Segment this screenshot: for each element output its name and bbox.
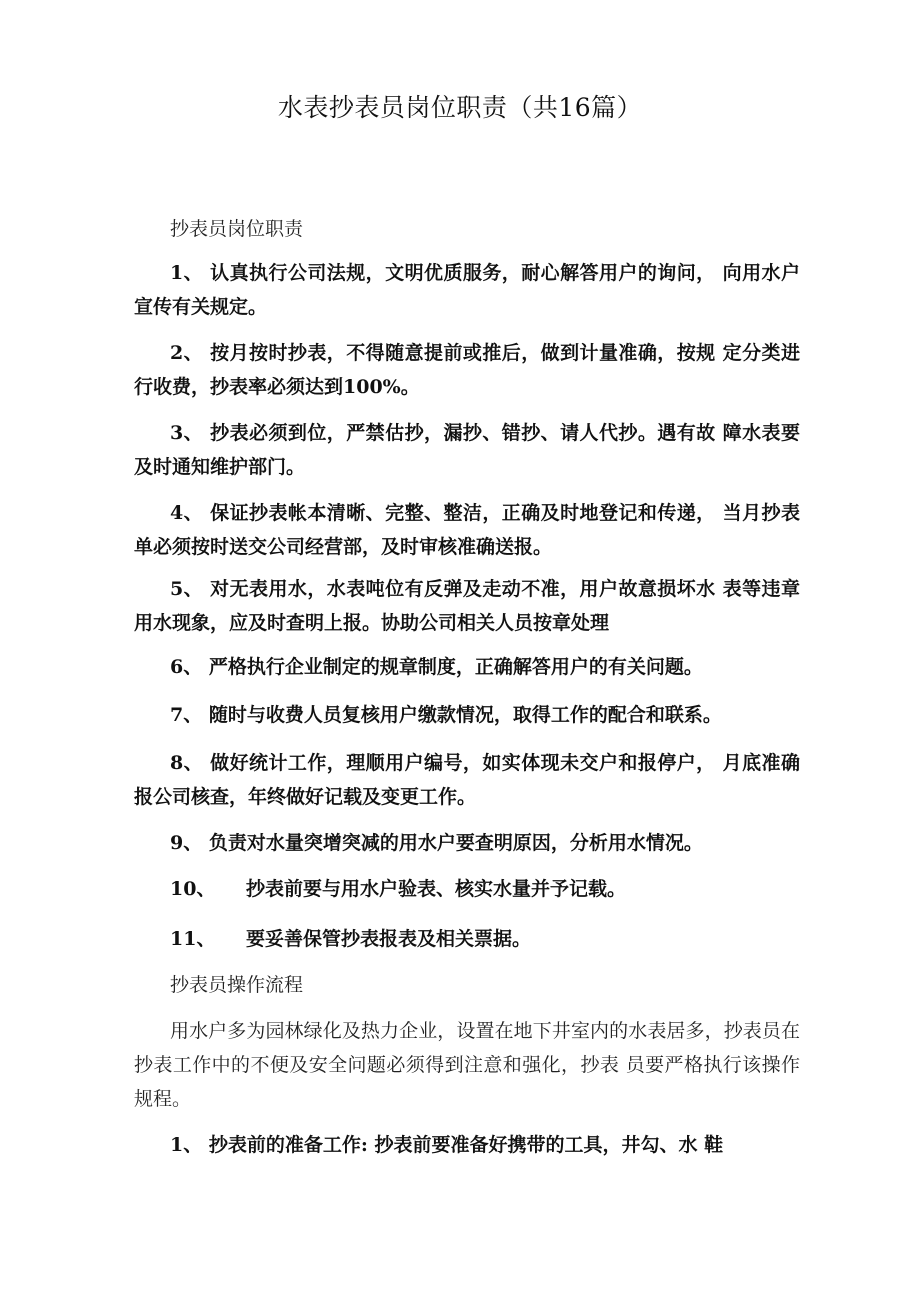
procedure-intro: 用水户多为园林绿化及热力企业，设置在地下井室内的水表居多，抄表员在抄表工作中的不便及安全问题必须得到注意和强化，抄表 员要严格执行该操作规程。	[134, 1020, 800, 1110]
duty-item-8: 8、 做好统计工作，理顺用户编号，如实体现未交户和报停户， 月底准确报公司核查，年终做好记载及变更工作。	[134, 752, 800, 808]
section-heading-procedure: 抄表员操作流程	[170, 974, 304, 996]
duty-item-10-number: 10、	[170, 878, 216, 900]
duty-item-10-text: 抄表前要与用水户验表、核实水量并予记载。	[246, 878, 627, 900]
duty-item-4: 4、 保证抄表帐本清晰、完整、整洁，正确及时地登记和传递， 当月抄表单必须按时送交公司经营部，及时审核准确送报。	[134, 502, 800, 558]
section-heading-duties: 抄表员岗位职责	[170, 218, 304, 240]
procedure-step-1: 1、 抄表前的准备工作: 抄表前要准备好携带的工具，井勾、水 鞋	[170, 1134, 724, 1156]
duty-item-10	[170, 872, 626, 906]
duty-item-11-text: 要妥善保管抄表报表及相关票据。	[246, 928, 532, 950]
duty-item-9: 9、 负责对水量突增突减的用水户要查明原因，分析用水情况。	[170, 832, 703, 854]
duty-item-7: 7、 随时与收费人员复核用户缴款情况，取得工作的配合和联系。	[170, 704, 722, 726]
duty-item-2: 2、 按月按时抄表，不得随意提前或推后，做到计量准确，按规 定分类进行收费，抄表率必须达到100%。	[134, 342, 800, 398]
document-title: 水表抄表员岗位职责（共16篇）	[277, 93, 643, 122]
duty-item-11-number: 11、	[170, 928, 216, 950]
duty-item-6: 6、 严格执行企业制定的规章制度，正确解答用户的有关问题。	[170, 656, 703, 678]
duty-item-5: 5、 对无表用水，水表吨位有反弹及走动不准，用户故意损坏水 表等违章用水现象，应及时查明上报。协助公司相关人员按章处理	[134, 578, 800, 634]
duty-item-1: 1、 认真执行公司法规，文明优质服务，耐心解答用户的询问， 向用水户宣传有关规定。	[134, 262, 800, 318]
duty-item-11	[170, 922, 531, 956]
duty-item-3: 3、 抄表必须到位，严禁估抄，漏抄、错抄、请人代抄。遇有故 障水表要及时通知维护部门。	[134, 422, 800, 478]
